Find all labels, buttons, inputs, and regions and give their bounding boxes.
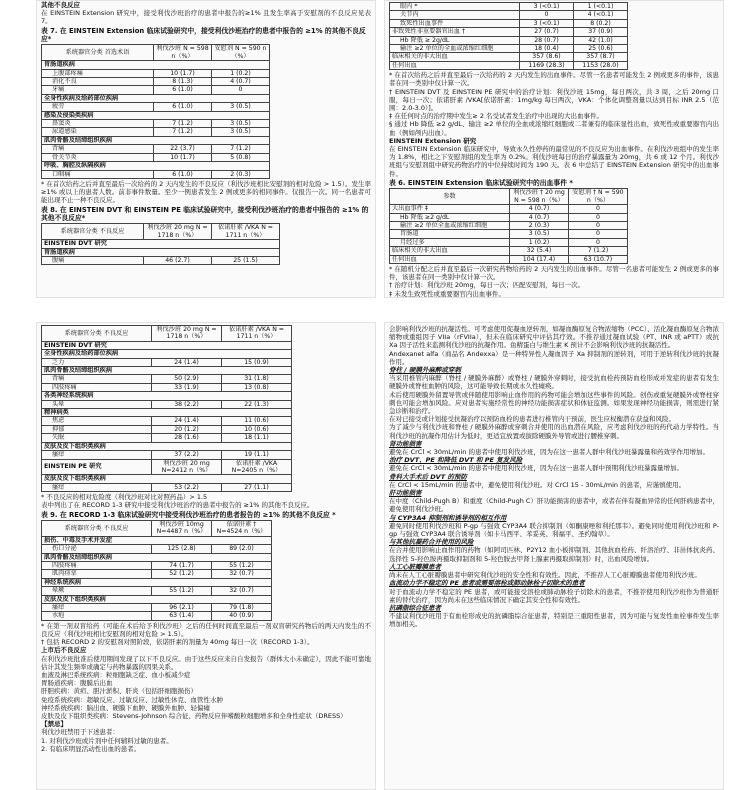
subsection-heading: 肝功能损害	[389, 489, 422, 498]
term-cell: 致死性出血事件	[390, 19, 520, 27]
table-row	[42, 612, 272, 620]
category-cell: 皮肤及皮下组织类疾病	[42, 442, 292, 450]
paragraph: 在中度（Child-Pugh B）和重度（Child-Pugh C）肝功能损害的患者中，或者在伴有凝血异常的任何肝病患者中，避免使用利伐沙班。	[389, 497, 719, 514]
section-heading: EINSTEIN Extension 研究	[389, 136, 477, 145]
section-heading: 【禁忌】	[41, 720, 67, 729]
table-row	[42, 604, 272, 612]
header-cell: 安慰剂 N = 590 n（%）	[212, 45, 270, 61]
header-cell: 利伐沙班 N = 598 n（%）	[154, 45, 212, 61]
table-row	[42, 375, 292, 383]
paragraph: 胃肠道疾病：腹膜后出血	[41, 679, 113, 688]
table-row	[42, 145, 270, 153]
term-cell: 失眠	[42, 434, 152, 442]
value-cell: 79 (1.8)	[212, 604, 272, 612]
category-cell: 胃肠道疾病	[42, 248, 280, 256]
table-header	[42, 326, 292, 342]
table-row	[42, 350, 292, 358]
term-cell: 抑郁	[42, 425, 152, 433]
subsection-heading: 治疗 DVT、PE 和降低 DVT 和 PE 复发风险	[389, 456, 523, 465]
term-cell: 胃肠道	[390, 230, 510, 238]
value-cell: 32 (5.4)	[510, 247, 569, 255]
table-row	[42, 94, 270, 102]
category-cell: 皮肤及皮下组织类疾病	[42, 595, 272, 603]
paragraph: 避免在 CrCl < 30mL/min 的患者中使用利伐沙班，因为在这一患者人群中预期利伐沙班暴露量增加。	[389, 464, 683, 473]
table-body	[390, 205, 628, 264]
table-caption: 表 7. 在 EINSTEIN Extension 临床试验研究中，接受利伐沙班治疗的患者中报告的 ≥1% 的其他不良反应*	[41, 26, 366, 44]
paragraph: 避免同时使用利伐沙班和 P-gp 与强效 CYP3A4 联合抑制剂（如酮康唑和利托那韦）。避免同时使用利伐沙班和 P-gp 与强效 CYP3A4 联合诱导剂（如卡马西平、苯妥英、利福平、圣约翰草）。	[389, 521, 719, 539]
value-cell: 27 (0.7)	[520, 28, 574, 36]
table-row	[42, 392, 292, 400]
value-cell: 25 (0.6)	[574, 45, 628, 53]
term-cell: 输注 ≥2 单位的全血或浓缩红细胞	[390, 45, 520, 53]
table-8-continued	[41, 325, 292, 492]
subsection-heading: 血流动力学不稳定的 PE 患者或需要溶栓或肺动脉栓子切除术的患者	[389, 579, 585, 588]
value-cell: 10 (1.7)	[154, 69, 212, 77]
value-cell: 52 (1.2)	[152, 570, 212, 578]
value-cell: 20 (1.2)	[152, 425, 222, 433]
table-header	[390, 189, 628, 205]
term-cell: 疲劳	[42, 103, 154, 111]
value-cell: 13 (0.8)	[222, 383, 292, 391]
table-caption: 表 8. 在 EINSTEIN DVT 和 EINSTEIN PE 临床试验研究中，接受利伐沙班治疗的患者中报告的 ≥1% 的其他不良反应*	[41, 205, 369, 222]
value-cell: 8 (1.3)	[154, 78, 212, 86]
table-row	[42, 153, 270, 161]
study-label: EINSTEIN DVT 研究	[42, 341, 292, 349]
paragraph: 在 CrCl < 15mL/min 的患者中，避免使用利伐沙班。对 CrCl 15 - 30mL/min 的患者，应谨慎使用。	[389, 480, 686, 489]
footnote: ‡ 在任何时点的治疗期中发生≥ 2 名受试者发生治疗中出现的大出血事件。	[389, 112, 604, 121]
value-cell: 53 (2.2)	[152, 483, 222, 491]
value-cell: 3 (0.5)	[212, 128, 270, 136]
category-cell: 全身性疾病及给药部位疾病	[42, 350, 292, 358]
header-cell: 系统器官分类 不良反应	[42, 520, 152, 536]
table-body	[42, 475, 292, 492]
value-cell: 1 (<0.1)	[574, 3, 628, 11]
footnote: † 包括 RECORD 2 的安慰剂对照阶段，依诺肝素的剂量为 40mg 每日一次（RECORD 1-3）。	[41, 638, 314, 647]
table-row	[390, 247, 628, 255]
header-cell: 依诺肝素 /VKA N = 1711 n（%）	[222, 326, 292, 342]
value-cell: 2 (0.3)	[212, 170, 270, 178]
value-cell: 8 (0.2)	[574, 19, 628, 27]
value-cell: 32 (0.7)	[212, 570, 272, 578]
term-cell: 头晕	[42, 400, 152, 408]
header-cell: 利伐沙班 20 mg N = 1718 n（%）	[144, 224, 212, 240]
term-cell: 任何出血	[390, 61, 520, 69]
paragraph: 会影响利伐沙班的抗凝活性。可考虑使用促凝血逆转剂，如凝血酶原复合物浓缩物（PCC）、活化凝血酶原复合物浓缩物或重组因子 VIIa（rFVIIa），但未在临床研究中评估其疗效。不推荐通过凝血试验（PT、INR 或 aPTT）或抗 Xa 因子活性来监测利伐沙班的抗凝作用。鱼精蛋白与维生素 K 预计不会影响利伐沙班的抗凝活性。	[389, 325, 719, 350]
table-row	[42, 434, 292, 442]
term-cell: 消化不良	[42, 78, 154, 86]
value-cell: 0	[569, 238, 628, 246]
footnote: * 在第一剂双盲给药（可能在术后给予利伐沙班）之后的任何时间直至最后一剂双盲研究药物后的两天内发生的不良反应（利伐沙班相比安慰剂的相对危险 > 1.5）。	[41, 621, 371, 639]
term-cell: 鼻窦炎	[42, 120, 154, 128]
footnote: † EINSTEIN DVT 及 EINSTEIN PE 研究中的治疗计划：利伐沙班 15mg，每日两次，共 3 周，之后 20mg 口服，每日一次；依诺肝素 /VKA[依诺肝素：1mg/kg 每日两次，VKA：个体化调整剂量以达到目标 INR 2.5（范围：2.0-3.0）]。	[389, 87, 719, 113]
value-cell: 50 (2.9)	[152, 375, 222, 383]
paragraph: 在对已接受或计划接受抗凝治疗以预防血栓的患者进行椎管内干预前，医生应权衡潜在获益和风险。	[389, 415, 675, 424]
value-cell: 22 (3.7)	[154, 145, 212, 153]
subsection-heading: 与其他抗凝药合并使用的风险	[389, 538, 474, 547]
value-cell: 4 (0.7)	[510, 213, 569, 221]
term-cell: 四肢疼痛	[42, 561, 152, 569]
value-cell: 6 (1.0)	[154, 103, 212, 111]
value-cell: 24 (1.4)	[152, 358, 222, 366]
header-cell: 系统器官分类 首选术语	[42, 45, 154, 61]
category-cell: 皮肤及皮下组织类疾病	[42, 475, 292, 483]
value-cell: 7 (1.2)	[569, 247, 628, 255]
term-cell: Hb 降低 ≥2 g/dL	[390, 213, 510, 221]
subsection-heading: 与 CYP3A4 抑制剂和诱导剂的相互作用	[389, 513, 507, 522]
table-row	[42, 442, 292, 450]
term-cell: 尿道感染	[42, 128, 154, 136]
value-cell: 63 (1.4)	[152, 612, 212, 620]
value-cell: 0	[212, 86, 270, 94]
paragraph: 在利伐沙班批准后使用期间发现了以下不良反应。由于这些反应来自自发报告（群体大小未确定），因此不能可靠地估计其发生频率或确定与药物暴露的因果关系。	[41, 654, 371, 671]
table-row	[42, 475, 292, 483]
footnote: * 在首次给药之后并直至最后一次给药的 2 天内发生的出血事件。尽管一名患者可能发生 2 例或更多的事件，该患者在同一类别中仅计算一次。	[389, 71, 719, 88]
paragraph: 免疫系统疾病：超敏反应、过敏反应、过敏性休克、血管性水肿	[41, 695, 223, 704]
value-cell: 11 (0.6)	[222, 417, 292, 425]
term-cell: Hb 降低 ≥ 2g/dL	[390, 36, 520, 44]
table-row	[390, 205, 628, 213]
value-cell: 42 (1.0)	[574, 36, 628, 44]
table-row	[390, 36, 628, 44]
table-row	[42, 553, 272, 561]
header-cell: 依诺肝素 /VKA N = 1711 n（%）	[212, 224, 280, 240]
category-cell: 肌肉骨骼及结缔组织疾病	[42, 553, 272, 561]
paragraph: 术后使用硬膜外留置导管或伴随使用影响止血作用的药物可能会增加这些事件的风险。创伤或重复硬膜外或脊柱穿刺也可能会增加风险。应对患者实施经常性的神经功能损害症状和体征监测。如果发现神经功能损害，则需进行紧急诊断和治疗。	[389, 390, 719, 416]
subsection-heading: 脊柱 / 硬膜外麻醉或穿刺	[389, 366, 461, 375]
value-cell: 3 (<0.1)	[520, 19, 574, 27]
term-cell: 乏力	[42, 358, 152, 366]
value-cell: 6 (1.0)	[154, 86, 212, 94]
table-row	[42, 451, 292, 459]
footnote: * 不良反应的相对危险度（利伐沙班对比对照药品）> 1.5	[41, 493, 208, 502]
value-cell: 4 (0.7)	[510, 205, 569, 213]
value-cell: 31 (1.8)	[222, 375, 292, 383]
header-cell: 依诺肝素 /VKA N=2405 n（%）	[222, 459, 292, 475]
table-row	[42, 120, 270, 128]
subsection-heading: 抗磷脂综合征患者	[389, 603, 441, 612]
value-cell: 63 (10.7)	[569, 255, 628, 263]
header-cell: EINSTEIN PE 研究	[42, 459, 152, 475]
term-cell: 晕厥	[42, 587, 152, 595]
page-top-right	[384, 0, 724, 298]
table-7	[41, 44, 270, 179]
table-row	[42, 383, 292, 391]
footnote: † 治疗计划：利伐沙班 20mg，每日一次；匹配安慰剂，每日一次。	[389, 281, 585, 290]
table-bleeding-top	[389, 2, 628, 70]
term-cell: 背痛	[42, 145, 154, 153]
table-body	[42, 536, 272, 620]
table-row	[42, 483, 292, 491]
term-cell: 瘙痒	[42, 451, 152, 459]
table-row	[42, 367, 292, 375]
table-body	[42, 61, 270, 179]
value-cell: 3 (<0.1)	[520, 3, 574, 11]
table-body	[42, 248, 280, 265]
value-cell: 55 (1.2)	[152, 587, 212, 595]
value-cell: 89 (2.0)	[212, 545, 272, 553]
value-cell: 2 (0.3)	[510, 221, 569, 229]
table-body	[42, 350, 292, 459]
value-cell: 0	[569, 221, 628, 229]
paragraph: 2. 有临床明显活动性出血的患者。	[41, 744, 141, 753]
header-cell: 利伐沙班 20 mg N=2412 n（%）	[152, 459, 222, 475]
paragraph: 在 EINSTEIN Extension 临床研究中，导致永久性停药的最常见的不良反应为出血事件。在利伐沙班组中的发生率为 1.8%，相比之下安慰剂组的发生率为 0.2%。利伐沙班每日的治疗暴露量为 20mg，共 6 或 12 个月。利伐沙班组与安慰剂组中研究药物治疗的中位持续时间为 190 天。表 6 中总结了 EINSTEIN Extension 研究中的出血事件。	[389, 145, 719, 178]
value-cell: 5 (0.8)	[212, 153, 270, 161]
subsection-heading: 人工心脏瓣膜患者	[389, 562, 441, 571]
page-bottom-right	[384, 322, 724, 790]
term-cell: 牙痛	[42, 86, 154, 94]
term-cell: 临床相关的非大出血	[390, 247, 510, 255]
table-row	[42, 409, 292, 417]
value-cell: 7 (1.2)	[212, 145, 270, 153]
table-row	[42, 595, 272, 603]
paragraph: 避免在 CrCl < 30mL/min 的患者中使用利伐沙班，因为在这一患者人群中利伐沙班暴露量和药效学作用增加。	[389, 448, 709, 457]
value-cell: 357 (8.6)	[520, 53, 574, 61]
term-cell: 瘙痒	[42, 604, 152, 612]
table-row	[390, 3, 628, 11]
value-cell: 18 (0.4)	[520, 45, 574, 53]
table-row	[42, 248, 280, 256]
category-cell: 肌肉骨骼及结缔组织疾病	[42, 136, 270, 144]
section-heading: 其他不良反应	[41, 1, 80, 9]
value-cell: 6 (1.0)	[154, 170, 212, 178]
paragraph: 肝胆疾病：黄疸、胆汁淤积、肝炎（包括肝细胞损伤）	[41, 687, 197, 696]
header-cell: 系统器官分类 不良反应	[42, 224, 144, 240]
value-cell: 10 (0.6)	[222, 425, 292, 433]
term-cell: 四肢疼痛	[42, 383, 152, 391]
table-row	[390, 28, 628, 36]
value-cell: 18 (1.1)	[222, 434, 292, 442]
paragraph: 为了减少与利伐沙班和脊柱 / 硬膜外麻醉或穿刺合并使用的出血潜在风险，应考虑利伐沙班的药代动力学特性。当利伐沙班的抗凝作用估计为低时，更适宜放置或拔除硬膜外导管或进行腰椎穿刺。	[389, 423, 719, 440]
header-cell: 依诺肝素 † N=4524 n（%）	[212, 520, 272, 536]
table-row	[42, 587, 272, 595]
table-row	[42, 103, 270, 111]
table-body	[390, 3, 628, 70]
value-cell: 104 (17.4)	[510, 255, 569, 263]
footnote: § 通过 Hb 降低 ≥2 g/dL、输注 ≥2 单位的全血或浓缩红细胞或二者兼有的临床显性出血，致死性或重要器官内出血（例如颅内出血）。	[389, 120, 719, 137]
table-row	[42, 545, 272, 553]
category-cell: 各类神经系统疾病	[42, 392, 292, 400]
header-cell: 利伐沙班 20 mg N = 1718 n（%）	[152, 326, 222, 342]
value-cell: 38 (2.2)	[152, 400, 222, 408]
subsection-heading: 肾功能损害	[389, 439, 422, 448]
table-header	[42, 459, 292, 475]
table-row	[42, 111, 270, 119]
value-cell: 4 (<0.1)	[574, 11, 628, 19]
term-cell: 上腹部疼痛	[42, 69, 154, 77]
value-cell: 37 (2.2)	[152, 451, 222, 459]
value-cell: 3 (0.5)	[212, 103, 270, 111]
table-6	[389, 188, 628, 264]
table-row	[42, 358, 292, 366]
category-cell: 神经系统疾病	[42, 578, 272, 586]
value-cell: 10 (1.7)	[154, 153, 212, 161]
table-row	[390, 61, 628, 69]
value-cell: 27 (1.1)	[222, 483, 292, 491]
value-cell: 1 (0.2)	[510, 238, 569, 246]
table-row	[42, 86, 270, 94]
table-row	[42, 400, 292, 408]
value-cell: 74 (1.7)	[152, 561, 212, 569]
table-row	[42, 578, 272, 586]
value-cell: 46 (2.7)	[144, 256, 212, 264]
paragraph: 当采用椎管内麻醉（脊柱 / 硬膜外麻醉）或脊柱 / 硬膜外穿刺时，接受抗血栓药预防血栓形成并发症的患者有发生硬膜外或脊柱血肿的风险，这可能导致长期或永久性瘫痪。	[389, 374, 719, 391]
table-row	[390, 221, 628, 229]
footnote: * 在首次给药之后并直至最后一次给药的 2 天内发生的不良反应（利伐沙班相比安慰剂的相对危险 > 1.5）。发生率 ≥1% 或以上的患者人数。前非事件数量。至少一例患者发生 2 例或更多的相同事件。仅报告一次。同一名患者可能出现不止一种不良反应。	[41, 179, 371, 205]
value-cell: 0	[569, 205, 628, 213]
category-cell: 呼吸、胸腔及纵隔疾病	[42, 162, 270, 170]
study-label: EINSTEIN DVT 研究	[42, 240, 280, 248]
term-cell: 骨关节炎	[42, 153, 154, 161]
table-row	[390, 213, 628, 221]
value-cell: 24 (1.4)	[152, 417, 222, 425]
paragraph: 不建议利伐沙班用于有血栓形成史的抗磷脂综合征患者，特别是三重阳性患者，因为可能与复发性血栓事件发生率增加相关。	[389, 612, 719, 629]
page-top-left	[36, 0, 376, 298]
value-cell: 15 (0.9)	[222, 358, 292, 366]
value-cell: 1153 (28.0)	[574, 61, 628, 69]
value-cell: 28 (0.7)	[520, 36, 574, 44]
category-cell: 全身性疾病及给药部位疾病	[42, 94, 270, 102]
table-row	[42, 170, 270, 178]
value-cell: 19 (1.1)	[222, 451, 292, 459]
value-cell: 40 (0.9)	[212, 612, 272, 620]
table-row	[42, 417, 292, 425]
paragraph: 利伐沙班禁用于下述患者：	[41, 728, 119, 737]
paragraph: 1. 对利伐沙班或片剂中任何辅料过敏的患者。	[41, 736, 173, 745]
page-bottom-left	[36, 322, 376, 790]
table-row	[390, 45, 628, 53]
value-cell: 37 (0.9)	[574, 28, 628, 36]
table-row	[390, 11, 628, 19]
value-cell: 1169 (28.3)	[520, 61, 574, 69]
table-row	[42, 162, 270, 170]
term-cell: 非致死性非重要器官出血 †	[390, 28, 520, 36]
paragraph: 对于血流动力学不稳定的 PE 患者，或可能接受溶栓或肺动脉栓子切除术的患者，不推荐使用利伐沙班作为普通肝素的替代治疗，因为尚未在这些临床情况下确定其安全性和有效性。	[389, 587, 719, 604]
term-cell: 临床相关的非大出血	[390, 53, 520, 61]
value-cell: 0	[520, 11, 574, 19]
section-heading: 上市后不良反应	[41, 646, 87, 655]
value-cell: 4 (0.7)	[212, 78, 270, 86]
value-cell: 3 (0.5)	[510, 230, 569, 238]
table-row	[390, 255, 628, 263]
table-row	[390, 53, 628, 61]
header-cell: 参数	[390, 189, 510, 205]
study-row	[42, 240, 280, 248]
paragraph: 尚未在人工心脏瓣膜患者中研究利伐沙班的安全性和有效性。因此，不推荐人工心脏瓣膜患者使用利伐沙班。	[389, 571, 701, 580]
value-cell: 3 (0.5)	[212, 120, 270, 128]
table-header	[42, 224, 280, 240]
table-row	[390, 19, 628, 27]
table-header	[42, 520, 272, 536]
term-cell: 关节内	[390, 11, 520, 19]
table-row	[42, 425, 292, 433]
paragraph: 在合并使用影响止血作用的药物（如阿司匹林、P2Y12 血小板抑制剂、其他抗血栓药、纤溶治疗、非甾体抗炎药、选择性 5-羟色胺再摄取抑制剂和 5-羟色胺去甲肾上腺素再摄取抑制剂）时，出血风险增加。	[389, 546, 719, 563]
value-cell: 25 (1.5)	[212, 256, 280, 264]
paragraph: 血液及淋巴系统疾病：粒细胞缺乏症、血小板减少症	[41, 671, 191, 680]
value-cell: 22 (1.3)	[222, 400, 292, 408]
value-cell: 32 (0.7)	[212, 587, 272, 595]
table-row	[42, 536, 272, 544]
table-header	[42, 45, 270, 61]
paragraph: 表中列出了在 RECORD 1-3 研究中接受利伐沙班治疗的患者中报告的 ≥1% 的其他不良反应。	[41, 501, 314, 510]
subsection-heading: 骨科大手术后 DVT 的预防	[389, 472, 467, 481]
term-cell: 焦虑	[42, 417, 152, 425]
value-cell: 33 (1.9)	[152, 383, 222, 391]
table-row	[42, 69, 270, 77]
paragraph: 在 EINSTEIN Extension 研究中，接受利伐沙班治疗的患者中报告的≥1% 且发生率高于安慰剂的不良反应见表 7。	[41, 9, 371, 26]
value-cell: 28 (1.6)	[152, 434, 222, 442]
value-cell: 0	[569, 230, 628, 238]
term-cell: 水疱	[42, 612, 152, 620]
table-row	[390, 230, 628, 238]
value-cell: 96 (2.1)	[152, 604, 212, 612]
term-cell: 眼内 *	[390, 3, 520, 11]
study-row	[42, 341, 292, 349]
table-row	[42, 561, 272, 569]
value-cell: 125 (2.8)	[152, 545, 212, 553]
header-cell: 系统器官分类 不良反应	[42, 326, 152, 342]
table-8	[41, 223, 280, 265]
table-row	[390, 238, 628, 246]
term-cell: 肌肉痉挛	[42, 570, 152, 578]
header-cell: 安慰剂 † N = 590 n（%）	[569, 189, 628, 205]
term-cell: 口咽痛	[42, 170, 154, 178]
table-row	[42, 136, 270, 144]
table-row	[42, 78, 270, 86]
value-cell: 7 (1.2)	[154, 120, 212, 128]
value-cell: 1 (0.2)	[212, 69, 270, 77]
header-cell: 利伐沙班 † 20 mg N = 598 n（%）	[510, 189, 569, 205]
footnote: ‡ 未发生致死性或重要器官内出血事件。	[389, 289, 505, 298]
term-cell: 伤口分泌	[42, 545, 152, 553]
category-cell: 精神病类	[42, 409, 292, 417]
term-cell: 大出血事件 ‡	[390, 205, 510, 213]
paragraph: 皮肤及皮下组织类疾病：Stevens-Johnson 综合征、药物反应伴嗜酸粒细胞增多和全身性症状（DRESS）	[41, 712, 347, 721]
paragraph: 神经系统疾病：脑出血、硬膜下血肿、硬膜外血肿、轻偏瘫	[41, 703, 210, 712]
table-row	[42, 128, 270, 136]
term-cell: 背痛	[42, 375, 152, 383]
value-cell: 0	[569, 213, 628, 221]
table-row	[42, 61, 270, 69]
value-cell: 357 (8.7)	[574, 53, 628, 61]
header-cell: 利伐沙班 10mg N=4487 n（%）	[152, 520, 212, 536]
value-cell: 7 (1.2)	[154, 128, 212, 136]
table-caption: 表 9. 在 RECORD 1-3 临床试验研究中接受利伐沙班治疗的患者报告的 ≥1% 的其他不良反应 *	[41, 510, 336, 519]
category-cell: 损伤、中毒及手术并发症	[42, 536, 272, 544]
value-cell: 55 (1.2)	[212, 561, 272, 569]
table-row	[42, 256, 280, 264]
footnote: * 在随机分配之后并直至最后一次研究药物给药的 2 天内发生的出血事件。尽管一名患者可能发生 2 例或更多的事件，该患者在同一类别中仅计算一次。	[389, 264, 719, 282]
category-cell: 感染及侵染类疾病	[42, 111, 270, 119]
category-cell: 肌肉骨骼及结缔组织疾病	[42, 367, 292, 375]
term-cell: 输注 ≥2 单位全血或浓缩红细胞	[390, 221, 510, 229]
term-cell: 瘙痒	[42, 483, 152, 491]
category-cell: 胃肠道疾病	[42, 61, 270, 69]
table-caption: 表 6. EINSTEIN Extension 临床试验研究中的出血事件 *	[389, 178, 573, 187]
table-9	[41, 520, 272, 621]
table-row	[42, 570, 272, 578]
term-cell: 任何出血	[390, 255, 510, 263]
term-cell: 腹痛	[42, 256, 144, 264]
term-cell: 月经过多	[390, 238, 510, 246]
paragraph: Andexanet alfa（商品名 Andexxa）是一种特异性人凝血因子 Xa 抑制剂的逆转剂，可用于逆转利伐沙班的抗凝作用。	[389, 349, 719, 366]
